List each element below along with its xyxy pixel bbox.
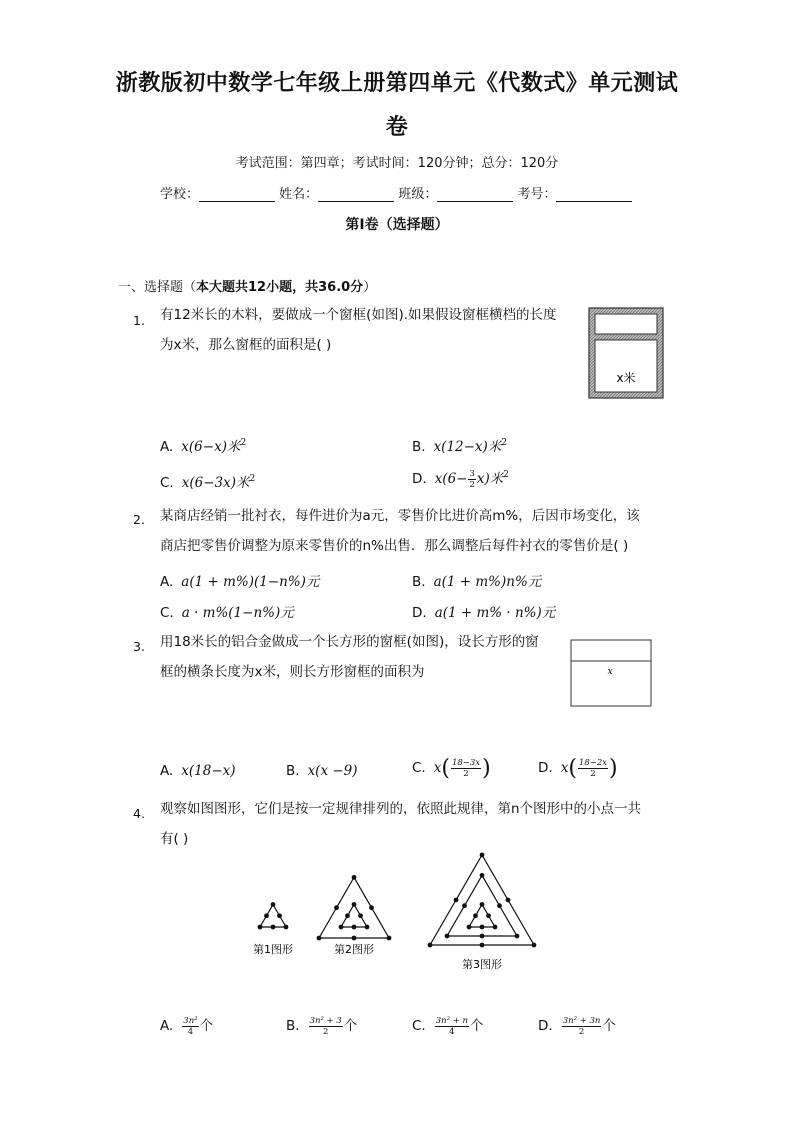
fig3-middle-dot xyxy=(480,873,485,878)
q2-option-d[interactable]: D. a(1 + m% · n%)元 xyxy=(412,605,556,621)
q3-stem xyxy=(160,627,560,687)
q1-figure-label: x米 xyxy=(616,371,636,385)
fig3-inner-dot xyxy=(480,925,485,930)
school-blank[interactable] xyxy=(199,187,275,202)
fig2-inner-dot xyxy=(352,902,357,907)
q2-option-b[interactable]: B. a(1 + m%)n%元 xyxy=(412,574,542,590)
q4-b-fraction: $\frac{\text{3n² + 3}}{2}$ xyxy=(309,1016,342,1037)
fig1-tri1-dot xyxy=(258,925,263,930)
q3-number: 3. xyxy=(133,639,145,654)
class-blank[interactable] xyxy=(437,187,513,202)
q4-c-fraction: $\frac{\text{3n² + n}}{4}$ xyxy=(435,1016,469,1037)
fig3-outer-dot xyxy=(454,898,459,903)
q4-option-b[interactable]: B. $\frac{\text{3n² + 3}}{2}$ 个 xyxy=(286,1016,358,1037)
fig1-tri1-dot xyxy=(284,925,289,930)
q1-option-a[interactable]: A. x(6−x)米$^2$ xyxy=(160,438,247,455)
q4-triangle-figures xyxy=(240,850,560,975)
q3-option-d[interactable]: D. x( $\frac{18-2x}{2}$ ) xyxy=(538,756,618,781)
school-label: 学校： xyxy=(160,187,200,202)
fig3-inner-dot xyxy=(473,913,478,918)
fig3-middle-dot xyxy=(462,903,467,908)
q1-line2: 为x米，那么窗框的面积是( ) xyxy=(160,337,332,353)
fig3-inner-triangle xyxy=(469,904,495,927)
q2-option-a[interactable]: A. a(1 + m%)(1−n%)元 xyxy=(160,574,320,590)
fig2-inner-dot xyxy=(339,925,344,930)
q2-line1: 某商店经销一批衬衣，每件进价为a元，零售价比进价高m%，后因市场变化，该 xyxy=(160,508,640,524)
fig3-middle-dot xyxy=(515,934,520,939)
q3-d-fraction: $\frac{18-2x}{2}$ xyxy=(578,758,608,779)
fig3-inner-dot xyxy=(480,902,485,907)
q1-option-c[interactable]: C. x(6−3x)米$^2$ xyxy=(160,474,256,491)
q1-number: 1. xyxy=(133,313,145,328)
fig1-tri1-dot xyxy=(264,913,269,918)
number-blank[interactable] xyxy=(556,187,632,202)
fig3-inner-dot xyxy=(493,925,498,930)
q2-line2: 商店把零售价调整为原来零售价的n%出售．那么调整后每件衬衣的零售价是( ) xyxy=(160,538,629,554)
q1-option-d[interactable]: D. x(6− $\frac{3}{2}$ x)米$^2$ xyxy=(412,469,510,490)
section-suffix: ） xyxy=(363,280,377,295)
q1-stem xyxy=(160,300,580,360)
fig1-tri1-dot xyxy=(277,913,282,918)
doc-title-line2: 卷 xyxy=(385,115,409,140)
q3-option-b[interactable]: B. x(x −9) xyxy=(286,763,358,779)
q1-window-figure xyxy=(588,307,664,399)
fig2-outer-dot xyxy=(352,875,357,880)
q2-option-c[interactable]: C. a · m%(1−n%)元 xyxy=(160,605,294,621)
q4-stem xyxy=(160,794,680,854)
fig1-tri1-triangle xyxy=(260,904,286,927)
q1-option-b[interactable]: B. x(12−x)米$^2$ xyxy=(412,438,508,455)
fig2-outer-dot xyxy=(369,905,374,910)
section-bold: 本大题共12小题，共36.0分 xyxy=(196,280,364,295)
student-fields xyxy=(160,183,632,202)
exam-info: 考试范围：第四章；考试时间：120分钟；总分：120分 xyxy=(235,156,559,171)
q2-number: 2. xyxy=(133,512,145,527)
q4-option-c[interactable]: C. $\frac{\text{3n² + n}}{4}$ 个 xyxy=(412,1016,484,1037)
q4-caption-1: 第1图形 xyxy=(253,943,293,956)
q3-option-a[interactable]: A. x(18−x) xyxy=(160,763,236,779)
fig2-outer-dot xyxy=(352,936,357,941)
name-blank[interactable] xyxy=(318,187,394,202)
fig3-outer-dot xyxy=(532,943,537,948)
fig3-inner-dot xyxy=(486,913,491,918)
fig3-inner-dot xyxy=(467,925,472,930)
section-heading xyxy=(118,276,376,295)
q3-figure-label: x xyxy=(607,667,613,677)
q4-option-a[interactable]: A. $\frac{\text{3n²}}{4}$ 个 xyxy=(160,1016,214,1037)
q3-line2: 框的横条长度为x米，则长方形窗框的面积为 xyxy=(160,664,425,680)
fig3-outer-dot xyxy=(428,943,433,948)
q3-c-fraction: $\frac{18-3x}{2}$ xyxy=(451,758,481,779)
q2-stem xyxy=(160,501,680,561)
doc-title-line1: 浙教版初中数学七年级上册第四单元《代数式》单元测试 xyxy=(115,71,679,96)
fig1-tri1-dot xyxy=(271,902,276,907)
q3-window-figure xyxy=(570,639,654,709)
fig3-middle-dot xyxy=(445,934,450,939)
fig3-middle-dot xyxy=(480,934,485,939)
fig2-inner-dot xyxy=(352,925,357,930)
q4-a-fraction: $\frac{\text{3n²}}{4}$ xyxy=(183,1016,198,1037)
fig2-inner-dot xyxy=(358,913,363,918)
fig3-outer-triangle xyxy=(430,855,534,945)
q1-d-fraction: $\frac{3}{2}$ xyxy=(469,469,475,490)
q4-caption-3: 第3图形 xyxy=(462,958,502,971)
fig2-inner-triangle xyxy=(341,904,367,927)
class-label: 班级： xyxy=(398,187,438,202)
fig2-outer-dot xyxy=(334,905,339,910)
q4-number: 4. xyxy=(133,806,145,821)
fig2-inner-dot xyxy=(345,913,350,918)
q4-d-fraction: $\frac{\text{3n² + 3n}}{2}$ xyxy=(562,1016,601,1037)
fig3-outer-dot xyxy=(480,853,485,858)
section-prefix: 一、选择题（ xyxy=(118,280,197,295)
q3-option-c[interactable]: C. x( $\frac{18-3x}{2}$ ) xyxy=(412,756,491,781)
fig2-inner-dot xyxy=(365,925,370,930)
q4-line1: 观察如图图形，它们是按一定规律排列的，依照此规律，第n个图形中的小点一共 xyxy=(160,801,642,817)
fig3-outer-dot xyxy=(506,898,511,903)
fig3-outer-dot xyxy=(480,943,485,948)
fig2-outer-dot xyxy=(387,936,392,941)
name-label: 姓名： xyxy=(279,187,319,202)
q4-line2: 有( ) xyxy=(160,831,189,847)
fig2-outer-dot xyxy=(317,936,322,941)
q4-option-d[interactable]: D. $\frac{\text{3n² + 3n}}{2}$ 个 xyxy=(538,1016,616,1037)
fig1-tri1-dot xyxy=(271,925,276,930)
q1-line1: 有12米长的木料，要做成一个窗框(如图).如果假设窗框横档的长度 xyxy=(160,307,557,323)
fig3-middle-dot xyxy=(497,903,502,908)
q4-caption-2: 第2图形 xyxy=(334,943,374,956)
number-label: 考号： xyxy=(517,187,557,202)
q3-line1: 用18米长的铝合金做成一个长方形的窗框(如图)，设长方形的窗 xyxy=(160,634,539,650)
part-title: 第I卷（选择题） xyxy=(345,217,449,233)
